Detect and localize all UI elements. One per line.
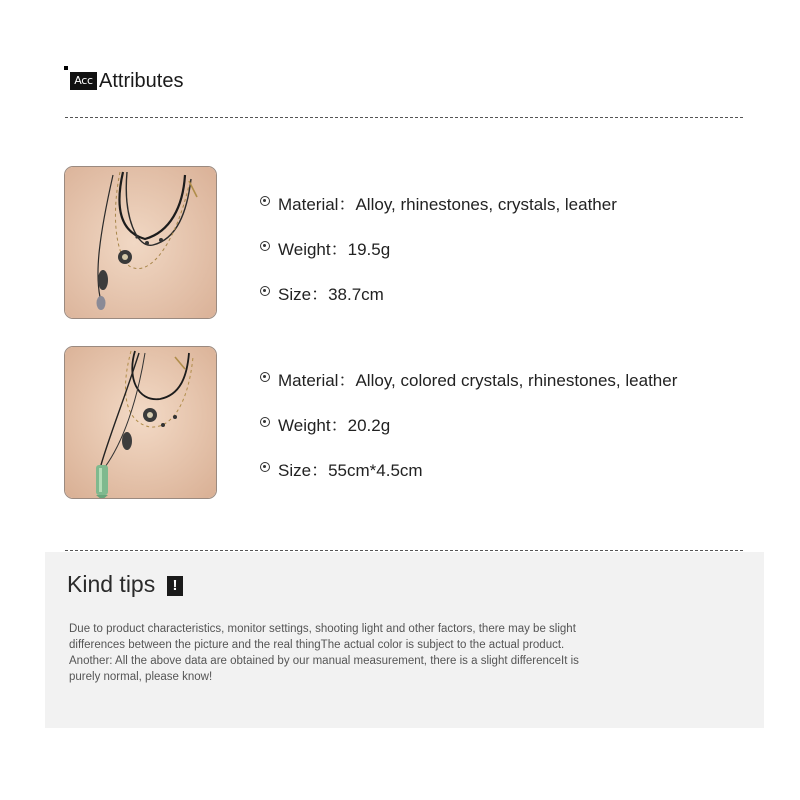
bullet-icon: [260, 241, 270, 251]
bullet-icon: [260, 286, 270, 296]
attribute-separator: ：: [330, 416, 348, 435]
tips-line: purely normal, please know!: [69, 671, 213, 683]
tips-line: Another: All the above data are obtained by our manual measurement, there is a slight differenceIt is: [69, 655, 579, 667]
attribute-label: Weight: [278, 240, 331, 259]
attribute-label: Weight: [278, 416, 331, 435]
tips-title: Kind tips: [67, 571, 156, 597]
tips-line: Due to product characteristics, monitor settings, shooting light and other factors, there may be slight: [69, 623, 576, 635]
bottom-divider: [65, 550, 743, 551]
attribute-value: 38.7cm: [328, 285, 384, 304]
attribute-value: Alloy, rhinestones, crystals, leather: [355, 195, 617, 214]
tips-body: [69, 621, 669, 685]
bullet-icon: [260, 462, 270, 472]
top-divider: [65, 117, 743, 118]
bullet-icon: [260, 417, 270, 427]
kind-tips-panel: [45, 552, 764, 728]
attribute-separator: ：: [330, 240, 348, 259]
attribute-value: Alloy, colored crystals, rhinestones, leather: [355, 371, 678, 390]
tips-line: differences between the picture and the real thingThe actual color is subject to the actual product.: [69, 639, 565, 651]
product-image-1: [64, 166, 217, 319]
attribute-value: 19.5g: [347, 240, 391, 259]
bullet-icon: [260, 196, 270, 206]
exclamation-icon: !: [167, 576, 183, 596]
section-title: Attributes: [99, 70, 184, 92]
attribute-separator: ：: [311, 285, 329, 304]
attribute-label: Material: [278, 195, 339, 214]
necklace-photo-2: [65, 347, 217, 499]
attribute-label: Size: [278, 285, 312, 304]
bullet-icon: [260, 372, 270, 382]
attribute-separator: ：: [338, 195, 356, 214]
attribute-value: 55cm*4.5cm: [328, 461, 423, 480]
attribute-label: Material: [278, 371, 339, 390]
attribute-separator: ：: [311, 461, 329, 480]
corner-dot: [64, 66, 68, 70]
product-image-2: [64, 346, 217, 499]
necklace-photo-1: [65, 167, 217, 319]
logo-badge: Acc: [70, 72, 97, 90]
attribute-separator: ：: [338, 371, 356, 390]
attribute-value: 20.2g: [347, 416, 391, 435]
attribute-label: Size: [278, 461, 312, 480]
